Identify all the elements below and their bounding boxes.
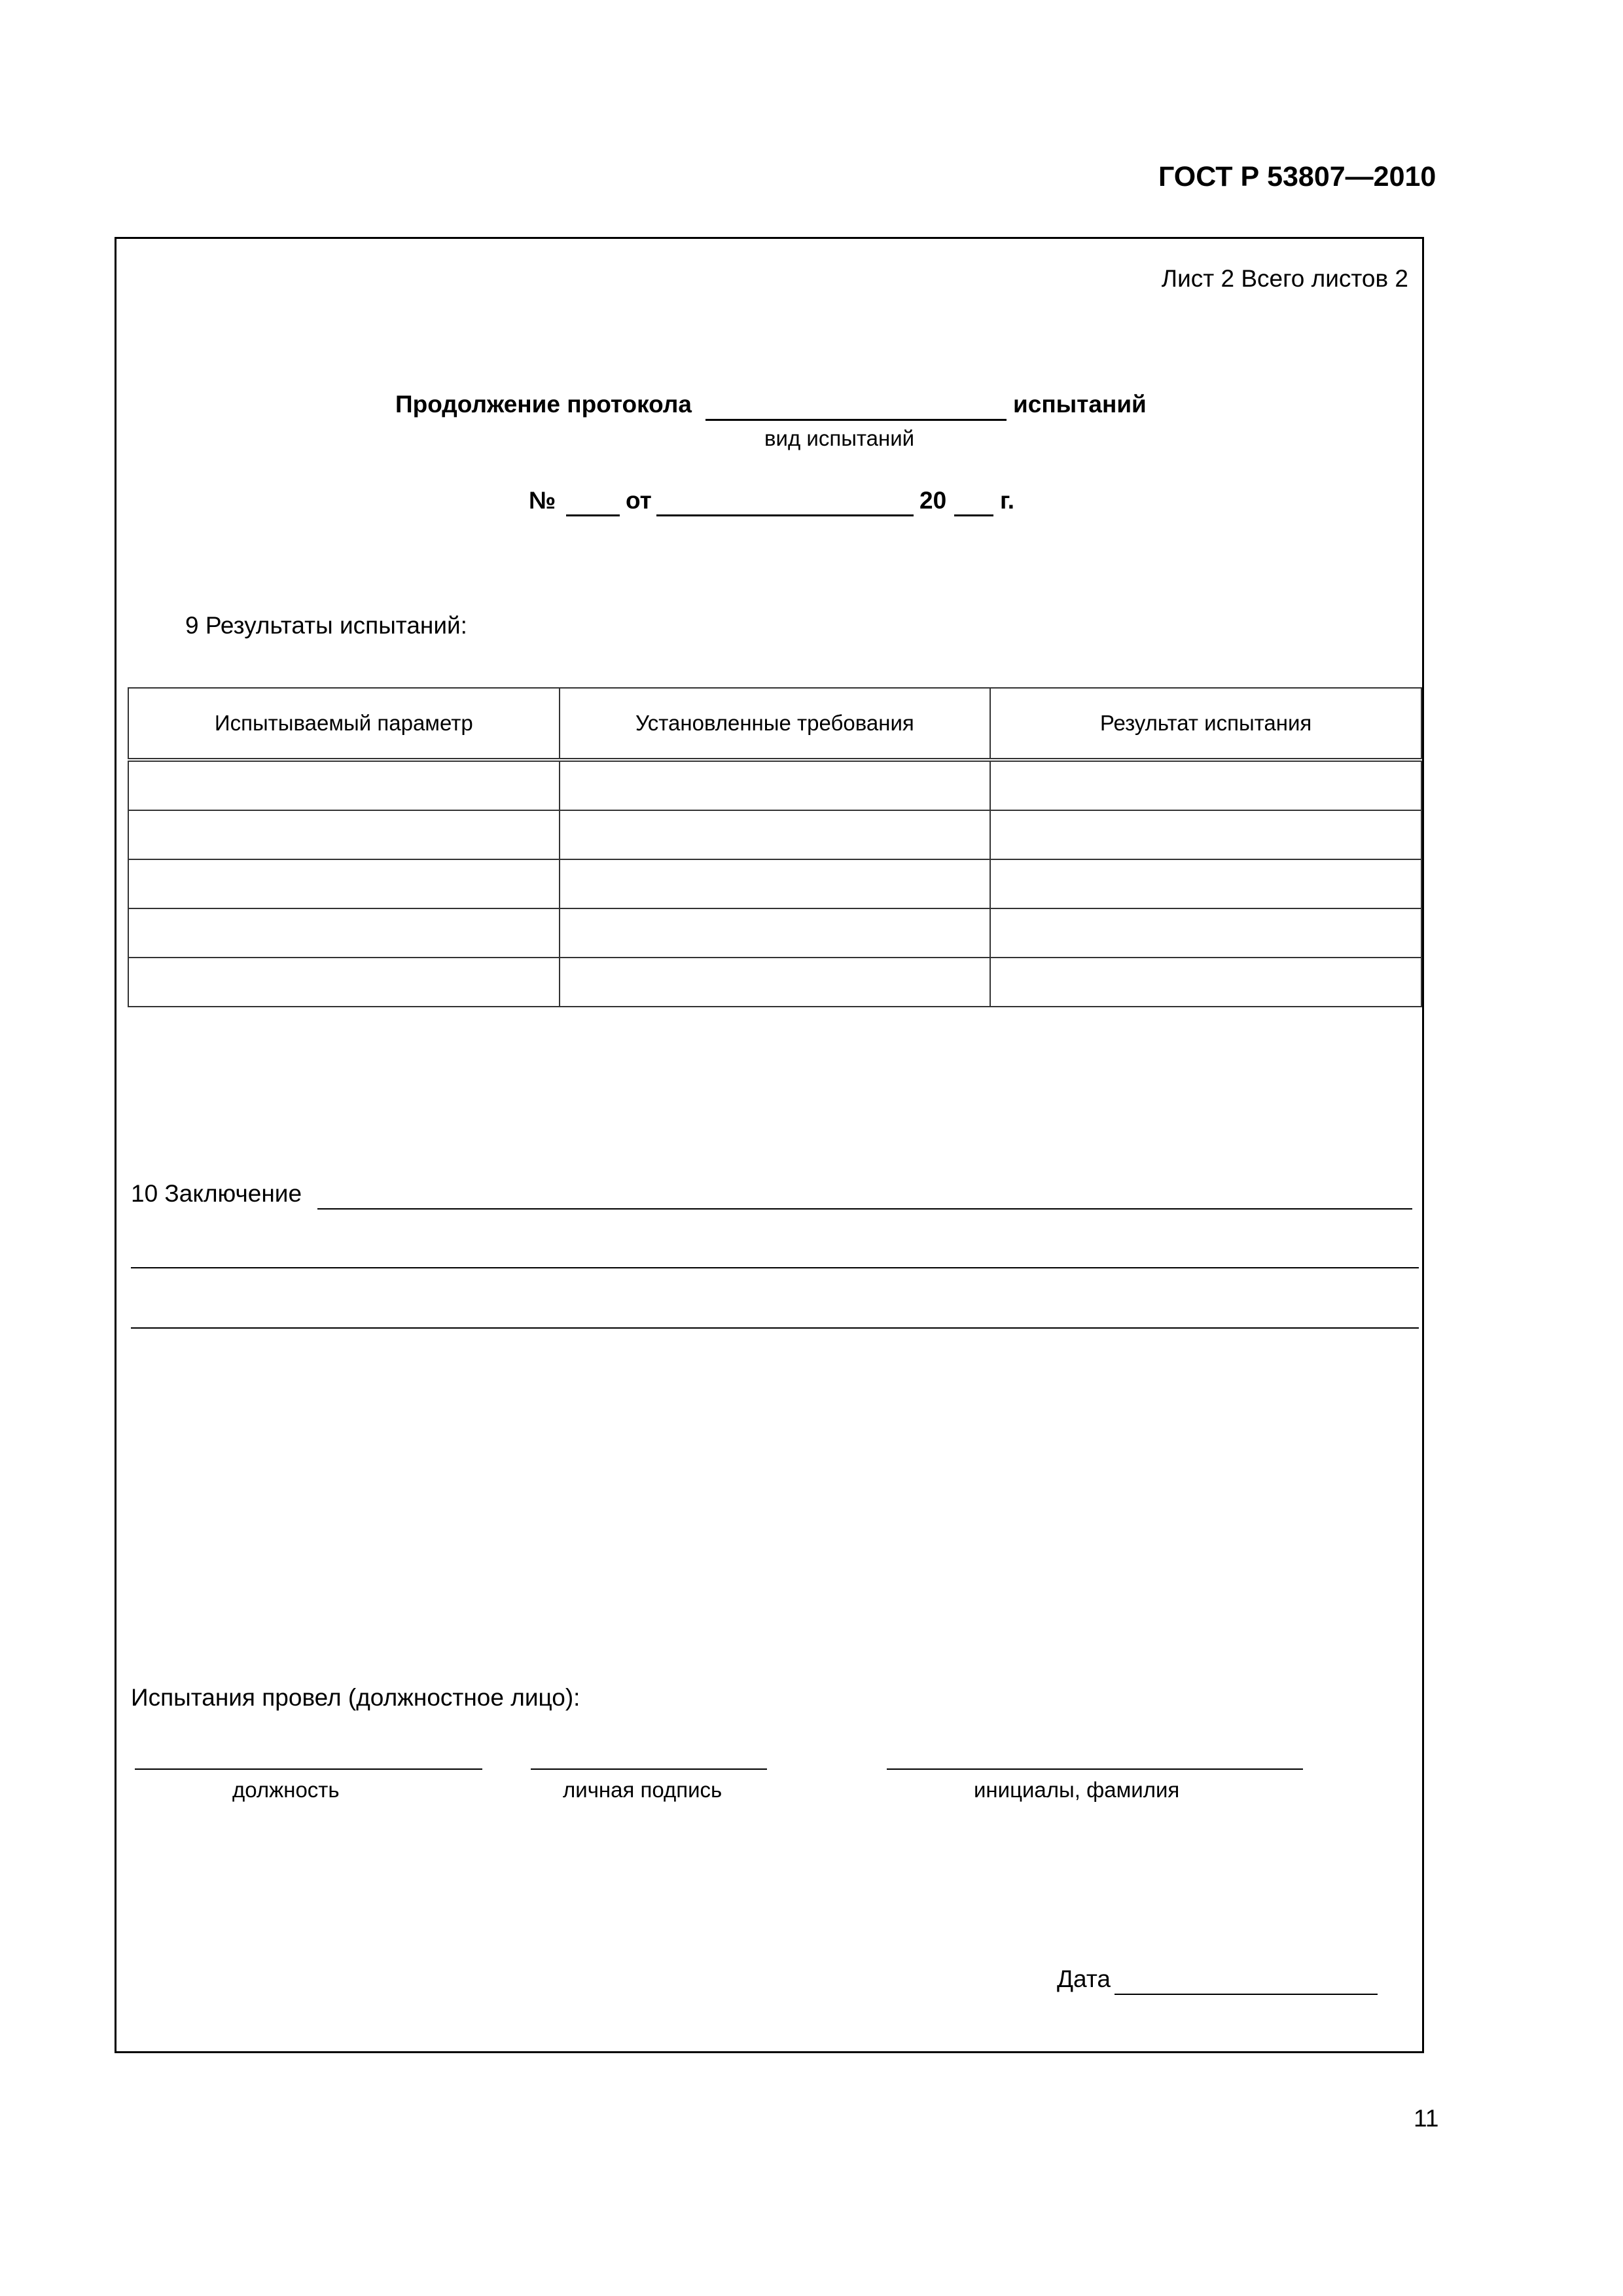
table-cell[interactable] [560, 908, 991, 958]
date-line[interactable] [1115, 1994, 1378, 1995]
table-cell[interactable] [990, 760, 1421, 810]
table-cell[interactable] [990, 810, 1421, 859]
results-table-header [128, 688, 1421, 760]
table-row [128, 760, 1421, 810]
table-row [128, 908, 1421, 958]
protocol-date-blank[interactable] [656, 514, 914, 516]
table-row [128, 810, 1421, 859]
title-suffix: испытаний [1013, 391, 1147, 418]
column-header-result: Результат испытания [990, 688, 1421, 760]
table-cell[interactable] [560, 760, 991, 810]
table-cell[interactable] [128, 958, 560, 1007]
results-table [128, 687, 1422, 1007]
section-10-heading: 10 Заключение [131, 1180, 302, 1207]
conclusion-line-1[interactable] [317, 1208, 1412, 1210]
signoff-heading: Испытания провел (должностное лицо): [131, 1684, 580, 1711]
column-header-parameter: Испытываемый параметр [128, 688, 560, 760]
table-cell[interactable] [990, 859, 1421, 908]
full-name-line[interactable] [887, 1768, 1303, 1770]
document-standard-code: ГОСТ Р 53807—2010 [1158, 161, 1436, 192]
protocol-year-blank[interactable] [954, 514, 993, 516]
page-number: 11 [1414, 2105, 1439, 2132]
number-sign: № [529, 487, 556, 514]
sheet-counter: Лист 2 Всего листов 2 [1161, 265, 1408, 292]
table-cell[interactable] [560, 810, 991, 859]
signature-caption: личная подпись [563, 1778, 722, 1802]
table-cell[interactable] [128, 908, 560, 958]
conclusion-line-2[interactable] [131, 1267, 1419, 1268]
table-row [128, 859, 1421, 908]
test-type-blank[interactable] [705, 419, 1007, 421]
full-name-caption: инициалы, фамилия [974, 1778, 1180, 1802]
table-cell[interactable] [990, 958, 1421, 1007]
title-prefix: Продолжение протокола [395, 391, 692, 418]
table-cell[interactable] [990, 908, 1421, 958]
section-9-heading: 9 Результаты испытаний: [185, 612, 467, 639]
position-line[interactable] [135, 1768, 482, 1770]
date-label: Дата [1057, 1965, 1111, 1992]
signature-line[interactable] [531, 1768, 767, 1770]
table-row [128, 958, 1421, 1007]
year-prefix: 20 [919, 487, 947, 514]
from-label: от [626, 487, 652, 514]
column-header-requirements: Установленные требования [560, 688, 991, 760]
table-cell[interactable] [560, 859, 991, 908]
position-caption: должность [232, 1778, 340, 1802]
conclusion-line-3[interactable] [131, 1327, 1419, 1329]
protocol-number-blank[interactable] [566, 514, 620, 516]
year-suffix: г. [1000, 487, 1014, 514]
table-cell[interactable] [128, 859, 560, 908]
test-type-caption: вид испытаний [764, 426, 915, 450]
table-cell[interactable] [560, 958, 991, 1007]
table-cell[interactable] [128, 760, 560, 810]
table-cell[interactable] [128, 810, 560, 859]
